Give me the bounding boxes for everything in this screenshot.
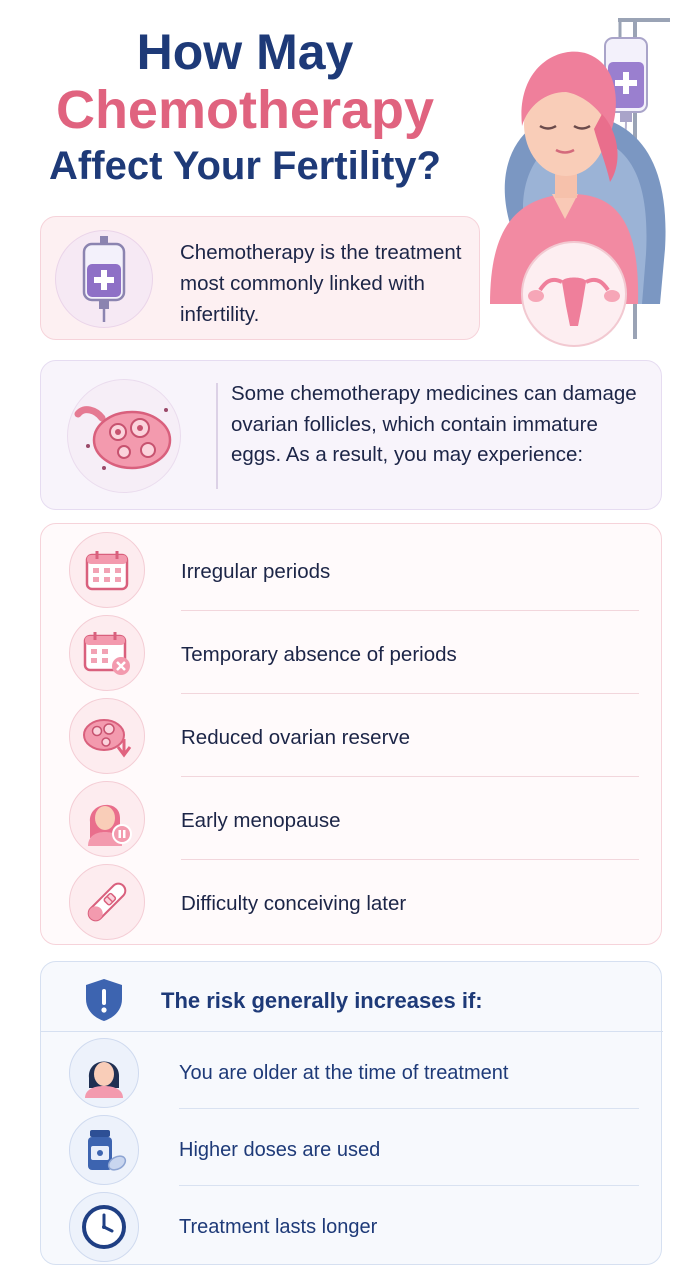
risk-label: Higher doses are used xyxy=(179,1139,381,1161)
list-item xyxy=(41,777,663,860)
patient-receiving-chemotherapy-illustration xyxy=(470,14,700,359)
calendar-cancel-icon xyxy=(69,615,145,691)
intro-text: Chemotherapy is the treatment most commonly linked with infertility. xyxy=(180,241,462,326)
shield-alert-icon xyxy=(83,977,125,1023)
woman-avatar-icon xyxy=(69,1038,139,1108)
list-item xyxy=(41,1109,663,1186)
calendar-icon xyxy=(69,532,145,608)
hero-svg xyxy=(470,14,700,359)
title-line-1: How May xyxy=(136,24,354,80)
ovary-follicles-icon xyxy=(67,379,181,493)
effect-label: Irregular periods xyxy=(181,560,331,583)
list-item xyxy=(41,611,663,694)
risk-label: You are older at the time of treatment xyxy=(179,1062,509,1084)
title-line-2: Chemotherapy xyxy=(55,80,435,140)
risk-header xyxy=(41,962,663,1032)
medicine-bottle-icon xyxy=(69,1115,139,1185)
effect-label: Temporary absence of periods xyxy=(181,643,457,666)
card-divider xyxy=(216,383,218,489)
list-item xyxy=(41,1186,663,1263)
risk-card xyxy=(40,961,662,1265)
effect-label: Reduced ovarian reserve xyxy=(181,726,411,749)
ovary-decrease-icon xyxy=(69,698,145,774)
effect-label: Difficulty conceiving later xyxy=(181,892,407,915)
woman-pause-icon xyxy=(69,781,145,857)
effect-label: Early menopause xyxy=(181,809,341,832)
list-item xyxy=(41,528,663,611)
follicle-text: Some chemotherapy medicines can damage ovarian follicles, which contain immature eggs. As a result, you may experience: xyxy=(231,382,637,466)
clock-icon xyxy=(69,1192,139,1262)
page-title xyxy=(20,24,470,189)
risk-label: Treatment lasts longer xyxy=(179,1216,378,1238)
follicle-card xyxy=(40,360,662,510)
list-item xyxy=(41,694,663,777)
list-item xyxy=(41,860,663,943)
risk-heading: The risk generally increases if: xyxy=(161,988,483,1013)
list-item xyxy=(41,1032,663,1109)
pregnancy-test-icon xyxy=(69,864,145,940)
effects-card xyxy=(40,523,662,945)
iv-bag-icon xyxy=(55,230,153,328)
title-line-3: Affect Your Fertility? xyxy=(49,144,441,189)
intro-card xyxy=(40,216,480,340)
